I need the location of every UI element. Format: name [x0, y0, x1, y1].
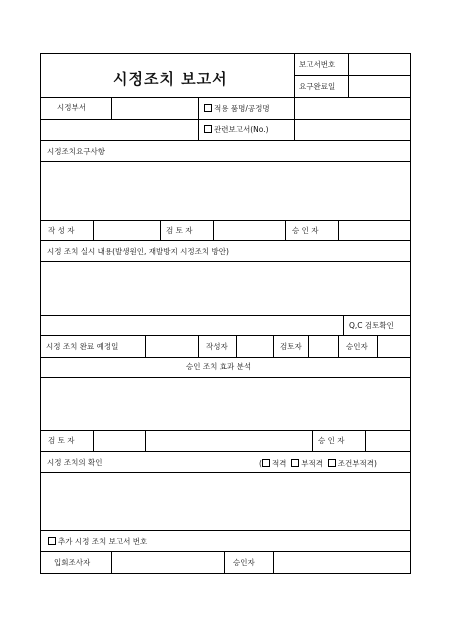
- request-reviewer-label: 검 토 자: [166, 226, 193, 235]
- request-writer-label: 작 성 자: [48, 226, 75, 235]
- confirmation-content-area[interactable]: [42, 474, 408, 528]
- option-conditional: 조건부적격): [337, 459, 377, 468]
- applied-item-label: 적용 품명/공정명: [204, 104, 270, 113]
- due-date-label: 요구완료일: [299, 82, 336, 91]
- checkbox-icon[interactable]: [204, 125, 212, 133]
- related-report-label: 관련보고서(No.): [204, 125, 269, 134]
- request-section-label: 시정조치요구사항: [47, 147, 105, 156]
- request-approver-label: 승 인 자: [292, 226, 319, 235]
- due-date-field[interactable]: [350, 78, 408, 95]
- inspector-label: 입회조사자: [54, 558, 91, 567]
- checkbox-icon[interactable]: [262, 459, 270, 467]
- page-title: 시정조치 보고서: [113, 70, 228, 88]
- effect-reviewer-label: 검 토 자: [48, 436, 75, 445]
- implementation-section-label: 시정 조치 실시 내용(발생원인, 재발방지 시정조치 방안): [47, 247, 229, 256]
- impl-approver-label: 승인자: [346, 342, 368, 351]
- effect-section-label: 승인 조치 효과 분석: [186, 362, 252, 371]
- dept-field[interactable]: [113, 99, 196, 117]
- effect-approver-label: 승 인 자: [318, 436, 345, 445]
- option-ok: 적격: [271, 459, 287, 468]
- footer-approver-field[interactable]: [275, 553, 408, 572]
- confirmation-section-label: 시정 조치의 확인: [47, 458, 103, 467]
- checkbox-icon[interactable]: [48, 537, 56, 545]
- option-ng: 부적격: [301, 459, 323, 468]
- completion-date-field[interactable]: [147, 337, 196, 355]
- inspector-field[interactable]: [113, 553, 222, 572]
- impl-writer-label: 작성자: [206, 342, 228, 351]
- implementation-content-area[interactable]: [42, 263, 408, 313]
- completion-date-label: 시정 조치 완료 예정일: [46, 342, 119, 351]
- effect-content-area[interactable]: [42, 379, 408, 428]
- qc-review-label: Q,C 검토확인: [349, 321, 394, 330]
- checkbox-icon[interactable]: [328, 459, 336, 467]
- checkbox-icon[interactable]: [291, 459, 299, 467]
- dept-label: 시정부서: [57, 103, 86, 112]
- request-content-area[interactable]: [42, 163, 408, 218]
- confirmation-options: ( 적격 부적격 조건부적격): [259, 459, 377, 468]
- report-number-label: 보고서번호: [299, 60, 336, 69]
- footer-approver-label: 승인자: [233, 558, 255, 567]
- checkbox-icon[interactable]: [204, 104, 212, 112]
- impl-reviewer-label: 검토자: [280, 342, 302, 351]
- additional-report-label: 추가 시정 조치 보고서 번호: [48, 537, 147, 546]
- report-number-field[interactable]: [350, 56, 408, 73]
